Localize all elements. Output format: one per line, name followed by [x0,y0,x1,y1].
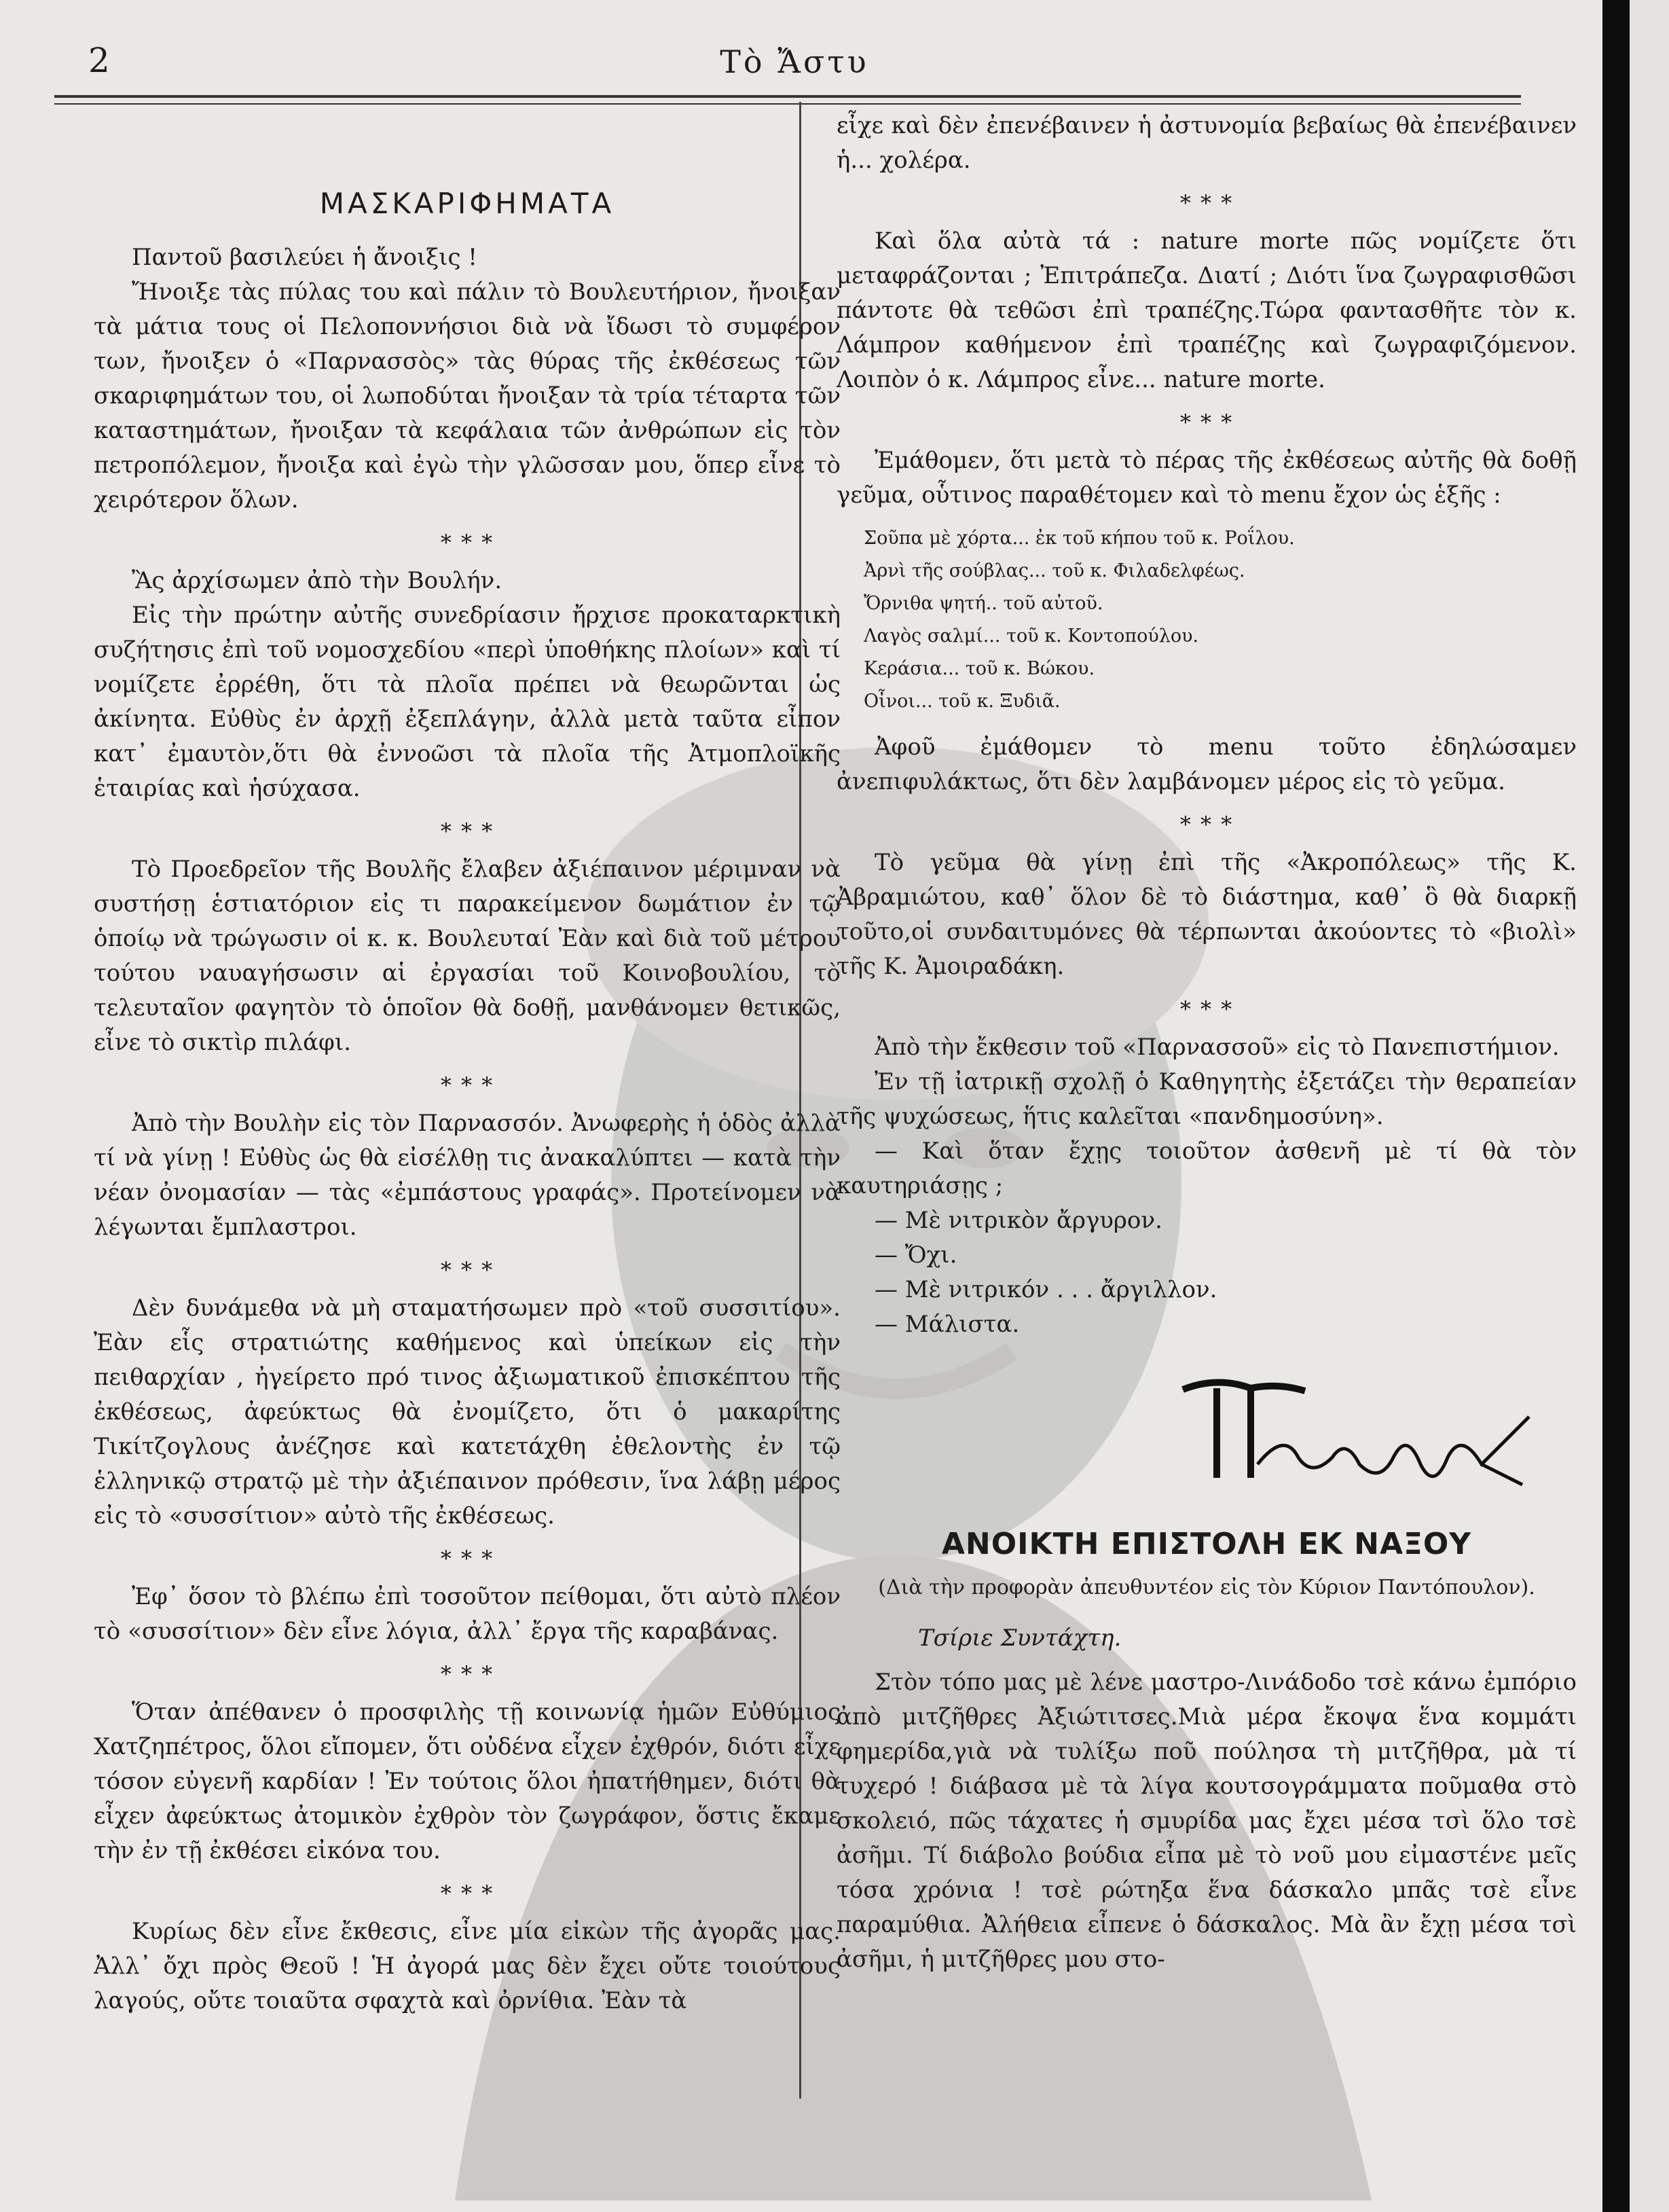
dialogue-line: — Μὲ νιτρικόν . . . ἄργιλλον. [875,1276,1217,1303]
paragraph: Ὅταν ἀπέθανεν ὁ προσφιλὴς τῇ κοινωνίᾳ ἡμῶν Εὐθύμιος Χατζηπέτρος, ὅλοι εἴπομεν, ὅτι οὐδένα εἶχεν ἐχθρόν, διότι εἶχε τόσον εὐγενῆ καρδίαν ! Ἐν τούτοις ὅλοι ἠπατήθημεν, διότι θὰ εἶχεν ἀφεύκτως ἀτομικὸν ἐχθρὸν τὸν ζωγράφον, ὅστις ἔκαμε τὴν ἐν τῇ ἐκθέσει εἰκόνα του. [94,1699,841,1864]
paragraph: Ἂς ἀρχίσωμεν ἀπὸ τὴν Βουλήν. [132,567,502,594]
dialogue-line: — Ὄχι. [875,1241,957,1269]
menu-list [864,522,1577,718]
paragraph: Παντοῦ βασιλεύει ἡ ἄνοιξις ! [132,244,477,271]
menu-item: Λαγὸς σαλμί... τοῦ κ. Κοντοπούλου. [864,625,1199,647]
section-separator: * * * [1179,996,1234,1022]
page-number: 2 [88,41,110,80]
paragraph: Τὸ γεῦμα θὰ γίνῃ ἐπὶ τῆς «Ἀκροπόλεως» τῆς Κ. Ἀβραμιώτου, καθ᾽ ὅλον δὲ τὸ διάστημα, καθ᾽ ὃ θὰ διαρκῇ τοῦτο,οἱ συνδαιτυμόνες θὰ τέρπωνται ἀκούοντες τὸ «βιολὶ» τῆς Κ. Ἀμοιραδάκη. [837,849,1577,980]
menu-item: Οἶνοι... τοῦ κ. Ξυδιᾶ. [864,691,1061,712]
dialogue-line: — Μὲ νιτρικὸν ἄργυρον. [875,1207,1162,1234]
section-separator: * * * [440,530,494,556]
letter-title: ΑΝΟΙΚΤΗ ΕΠΙΣΤΟΛΗ ΕΚ ΝΑΞΟΥ [941,1527,1472,1561]
paragraph: Κυρίως δὲν εἶνε ἔκθεσις, εἶνε μία εἰκὼν τῆς ἀγορᾶς μας. Ἀλλ᾽ ὄχι πρὸς Θεοῦ ! Ἡ ἀγορά μας δὲν ἔχει οὔτε τοιούτους λαγούς, οὔτε τοιαῦτα σφαχτὰ καὶ ὀρνίθια. Ἐὰν τὰ [94,1918,841,2014]
section-separator: * * * [1179,812,1234,837]
menu-item: Ὄρνιθα ψητή.. τοῦ αὐτοῦ. [864,593,1103,614]
paragraph: Ἐφ᾽ ὅσον τὸ βλέπω ἐπὶ τοσοῦτον πείθομαι, ὅτι αὐτὸ πλέον τὸ «συσσίτιον» δὲν εἶνε λόγια, ἀλλ᾽ ἔργα τῆς καραβάνας. [94,1583,841,1645]
salutation: Τσίριε Συντάχτη. [918,1625,1122,1652]
running-title: Τὸ Ἄστυ [720,43,869,80]
paragraph: Ἐμάθομεν, ὅτι μετὰ τὸ πέρας τῆς ἐκθέσεως αὐτῆς θὰ δοθῇ γεῦμα, οὗτινος παραθέτομεν καὶ τὸ menu ἔχον ὡς ἑξῆς : [837,447,1577,509]
section-separator: * * * [440,1661,494,1687]
section-separator: * * * [440,1257,494,1283]
paragraph: Στὸν τόπο μας μὲ λένε μαστρο-Λινάδοδο τσὲ κάνω ἐμπόριο ἀπὸ μιτζῆθρες Ἀξιώτιτσες.Μιὰ μέρα ἔκοψα ἕνα κομμάτι φημερίδα,γιὰ νὰ τυλίξω ποῦ πούλησα τὴ μιτζῆθρα, μὰ τί τυχερό ! διάβασα μὲ τὰ λίγα κουτσογράμματα ποῦμαθα στὸ σκολειό, πῶς τάχατες ἡ σμυρίδα μας ἔχει μέσα τσὶ ὅλο τσὲ ἀσῆμι. Τί διάβολο βούδια εἶπα μὲ τὸ νοῦ μου εἰμαστένε μεῖς τόσα χρόνια ! τσὲ ρώτηξα ἕνα δάσκαλο μπᾶς τσὲ εἶνε παραμύθια. Ἀλήθεια εἶπενε ὁ δάσκαλος. Μὰ ἂν ἔχῃ μέσα τσὶ ἀσῆμι, ἡ μιτζῆθρες μου στο- [837,1669,1577,1973]
section-separator: * * * [440,818,494,844]
paragraph: Ἀπὸ τὴν Βουλὴν εἰς τὸν Παρνασσόν. Ἀνωφερὴς ἡ ὁδὸς ἀλλὰ τί νὰ γίνῃ ! Εὐθὺς ὡς θὰ εἰσέλθῃ τις ἀνακαλύπτει — κατὰ τὴν νέαν ὀνομασίαν — τὰς «ἐμπάστους γραφάς». Προτείνομεν νὰ λέγωνται ἔμπλαστροι. [94,1110,841,1241]
dialogue-line: — Καὶ ὅταν ἔχῃς τοιοῦτον ἀσθενῆ μὲ τί θὰ τὸν καυτηριάσῃς ; [837,1138,1577,1199]
section-separator: * * * [1179,410,1234,435]
letter-subtitle: (Διὰ τὴν προφορὰν ἀπευθυντέον εἰς τὸν Κύριον Παντόπουλον). [878,1576,1535,1599]
paragraph: Τὸ Προεδρεῖον τῆς Βουλῆς ἔλαβεν ἀξιέπαινον μέριμναν νὰ συστήσῃ ἑστιατόριον εἰς τι παρακείμενον δωμάτιον ἐν τῷ ὁποίῳ νὰ τρώγωσιν οἱ κ. κ. Βουλευταί Ἐὰν καὶ διὰ τοῦ μέτρου τούτου ναυαγήσωσιν αἱ ἐργασίαι τοῦ Κοινοβουλίου, τὸ τελευταῖον φαγητὸν τὸ ὁποῖον θὰ δοθῇ, μανθάνομεν θετικῶς, εἶνε τὸ σικτὶρ πιλάφι. [94,856,841,1056]
paragraph: Ἀπὸ τὴν ἔκθεσιν τοῦ «Παρνασσοῦ» εἰς τὸ Πανεπιστήμιον. [875,1034,1560,1061]
book-binding-shadow [1602,0,1630,2212]
section-separator: * * * [440,1072,494,1098]
paragraph: Ἤνοιξε τὰς πύλας του καὶ πάλιν τὸ Βουλευτήριον, ἤνοιξαν τὰ μάτια τους οἱ Πελοποννήσιοι διὰ νὰ ἴδωσι τὸ συμφέρον των, ἤνοιξεν ὁ «Παρνασσὸς» τὰς θύρας τῆς ἐκθέσεως τῶν σκαριφημάτων του, οἱ λωποδύται ἤνοιξαν τὰ τρία τέταρτα τῶν καταστημάτων, ἤνοιξαν τὰ κεφάλαια τῶν ἀνθρώπων εἰς τὸν πετροπόλεμον, ἤνοιξα καὶ ἐγὼ τὴν γλῶσσαν μου, ὅπερ εἶνε τὸ χειρότερον ὅλων. [94,278,841,513]
section-separator: * * * [1179,190,1234,216]
section-separator: * * * [440,1546,494,1572]
signature-block [837,1362,1577,1498]
menu-item: Ἀρνὶ τῆς σούβλας... τοῦ κ. Φιλαδελφέως. [864,560,1245,581]
menu-item: Κεράσια... τοῦ κ. Βώκου. [864,658,1095,679]
paragraph: εἶχε καὶ δὲν ἐπενέβαινεν ἡ ἀστυνομία βεβαίως θὰ ἐπενέβαινεν ἡ... χολέρα. [837,112,1577,174]
header-rule-thin [54,103,1521,105]
paragraph: Δὲν δυνάμεθα νὰ μὴ σταματήσωμεν πρὸ «τοῦ συσσιτίου». Ἐὰν εἷς στρατιώτης καθήμενος καὶ ὑπείκων εἰς τὴν πειθαρχίαν , ἠγείρετο πρό τινος ἀξιωματικοῦ ἐπισκέπτου τῆς ἐκθέσεως, ἀφεύκτως θὰ ἐνομίζετο, ὅτι ὁ μακαρίτης Τικίτζογλους ἀνέζησε καὶ κατετάχθη ἐθελοντὴς ἐν τῷ ἑλληνικῷ στρατῷ μὲ τὴν ἀξιέπαινον πρόθεσιν, ἵνα λάβῃ μέρος εἰς τὸ «συσσίτιον» αὐτὸ τῆς ἐκθέσεως. [94,1294,841,1529]
header-rule [54,95,1521,98]
section-separator: * * * [440,1881,494,1906]
paragraph: Ἐν τῇ ἰατρικῇ σχολῇ ὁ Καθηγητὴς ἐξετάζει τὴν θεραπείαν τῆς ψυχώσεως, ἥτις καλεῖται «πανδημοσύνη». [837,1068,1577,1130]
paragraph: Καὶ ὅλα αὐτὰ τά : nature morte πῶς νομίζετε ὅτι μεταφράζονται ; Ἐπιτράπεζα. Διατί ; Διότι ἵνα ζωγραφισθῶσι πάντοτε θὰ τεθῶσι ἐπὶ τραπέζης.Τώρα φαντασθῆτε τὸν κ. Λάμπρον καθήμενον ἐπὶ τραπέζης καὶ ζωγραφιζόμενον. Λοιπὸν ὁ κ. Λάμπρος εἶνε... nature morte. [837,228,1577,393]
paragraph: Εἰς τὴν πρώτην αὐτῆς συνεδρίασιν ἤρχισε προκαταρκτικὴ συζήτησις ἐπὶ τοῦ νομοσχεδίου «περὶ ὑποθήκης πλοίων» καὶ τί νομίζετε ἐρρέθη, ὅτι τὰ πλοῖα πρέπει νὰ θεωρῶνται ὡς ἀκίνητα. Εὐθὺς ἐν ἀρχῇ ἐξεπλάγην, ἀλλὰ μετὰ ταῦτα εἶπον κατ᾽ ἐμαυτὸν,ὅτι θὰ ἐννοῶσι τὰ πλοῖα τῆς Ἀτμοπλοϊκῆς ἑταιρίας καὶ ἡσύχασα. [94,602,841,802]
menu-item: Σοῦπα μὲ χόρτα... ἐκ τοῦ κήπου τοῦ κ. Ροΐλου. [864,528,1295,549]
paragraph: Ἀφοῦ ἐμάθομεν τὸ menu τοῦτο ἐδηλώσαμεν ἀνεπιφυλάκτως, ὅτι δὲν λαμβάνομεν μέρος εἰς τὸ γεῦμα. [837,733,1577,795]
right-column [837,109,1577,1977]
dialogue-line: — Μάλιστα. [875,1311,1020,1338]
handwritten-signature [1176,1362,1556,1498]
newspaper-page [48,27,1577,2200]
adjacent-page-edge [1630,0,1669,2212]
article-title: ΜΑΣΚΑΡΙΦΗΜΑΤΑ [319,187,615,220]
left-column [94,109,841,2018]
